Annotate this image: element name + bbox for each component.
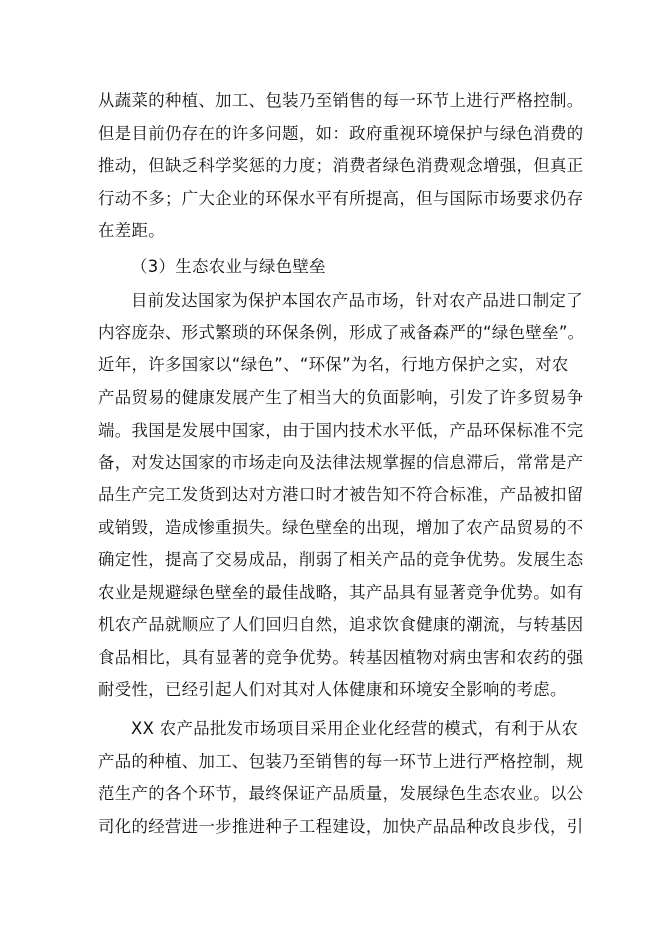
paragraph-line: 机农产品就顺应了人们回归自然，追求饮食健康的潮流，与转基因 xyxy=(98,615,584,634)
paragraph-line: 目前发达国家为保护本国农产品市场，针对农产品进口制定了 xyxy=(131,291,583,310)
paragraph-line: 从蔬菜的种植、加工、包装乃至销售的每一环节上进行严格控制。 xyxy=(98,91,584,110)
paragraph-line: 近年，许多国家以“绿色”、“环保”为名，行地方保护之实，对农 xyxy=(98,355,569,374)
paragraph-line: 产品贸易的健康发展产生了相当大的负面影响，引发了许多贸易争 xyxy=(98,388,584,407)
paragraph-line: 但是目前仍存在的许多问题，如：政府重视环境保护与绿色消费的 xyxy=(98,124,584,143)
paragraph-line: 司化的经营进一步推进种子工程建设，加快产品品种改良步伐，引 xyxy=(98,817,584,836)
paragraph-line: 或销毁，造成惨重损失。绿色壁垒的出现，增加了农产品贸易的不 xyxy=(98,518,584,537)
paragraph-line: 耐受性，已经引起人们对其对人体健康和环境安全影响的考虑。 xyxy=(98,680,567,699)
paragraph-line: 产品的种植、加工、包装乃至销售的每一环节上进行严格控制，规 xyxy=(98,752,584,771)
paragraph-line: 食品相比，具有显著的竞争优势。转基因植物对病虫害和农药的强 xyxy=(98,648,584,667)
paragraph-line: 备，对发达国家的市场走向及法律法规掌握的信息滞后，常常是产 xyxy=(98,453,584,472)
paragraph-line: 端。我国是发展中国家，由于国内技术水平低，产品环保标准不完 xyxy=(98,421,584,440)
paragraph-line: 确定性，提高了交易成品，削弱了相关产品的竞争优势。发展生态 xyxy=(98,550,584,569)
paragraph-line: 行动不多；广大企业的环保水平有所提高，但与国际市场要求仍存 xyxy=(98,189,584,208)
paragraph-line: 农业是规避绿色壁垒的最佳战略，其产品具有显著竞争优势。如有 xyxy=(98,583,584,602)
paragraph-line: 品生产完工发货到达对方港口时才被告知不符合标准，产品被扣留 xyxy=(98,485,584,504)
paragraph-line: 推动，但缺乏科学奖惩的力度；消费者绿色消费观念增强，但真正 xyxy=(98,156,584,175)
paragraph-line: 范生产的各个环节，最终保证产品质量，发展绿色生态农业。以公 xyxy=(98,784,584,803)
paragraph-line: 内容庞杂、形式繁琐的环保条例，形成了戒备森严的“绿色壁垒”。 xyxy=(98,323,585,342)
paragraph-line: XX 农产品批发市场项目采用企业化经营的模式，有利于从农 xyxy=(131,719,579,738)
section-heading: （3）生态农业与绿色壁垒 xyxy=(131,257,326,276)
paragraph-line: 在差距。 xyxy=(98,221,165,240)
